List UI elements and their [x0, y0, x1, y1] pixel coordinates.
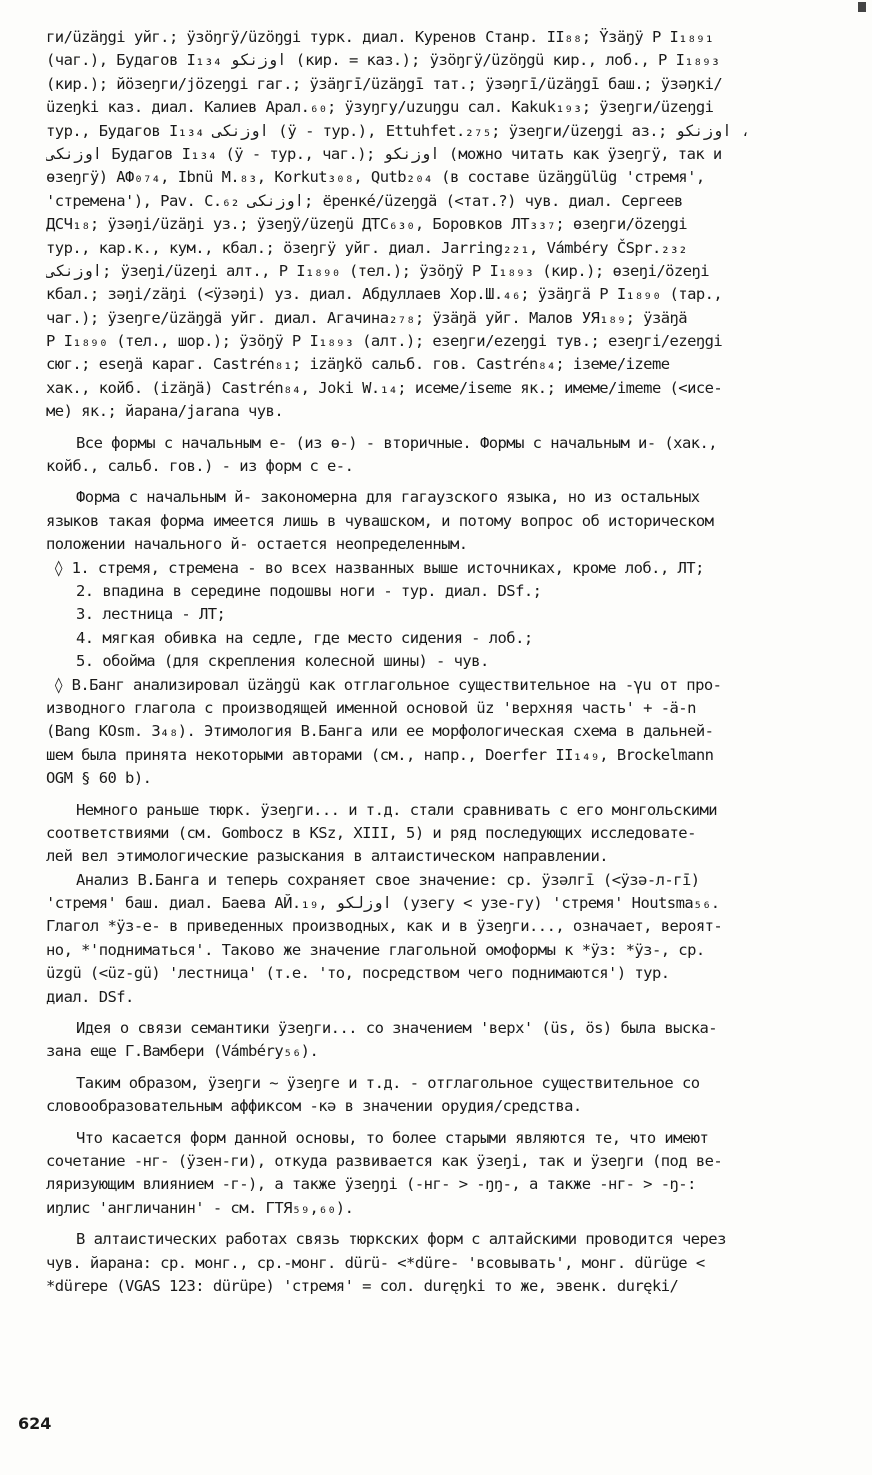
text-line: Немного раньше тюрк. ÿзеŋги... и т.д. стали сравнивать с его монгольскими	[76, 800, 718, 819]
text-line: тур., кар.к., кум., кбал.; ӧзеŋгӱ уйг. диал. Jarring₂₂₁, Vámbéry ČSpr.₂₃₂	[46, 238, 688, 257]
list-item: 3. лестница - ЛТ;	[76, 605, 226, 624]
text-line: словообразовательным аффиксом -кә в значении орудия/средства.	[46, 1097, 582, 1116]
paragraph-analysis-value	[46, 869, 868, 1009]
text-line: языков такая форма имеется лишь в чувашском, и потому вопрос об историческом	[46, 511, 714, 530]
text-line: Анализ В.Банга и теперь сохраняет свое значение: ср. ÿзəлгī (<ÿзə-л-гī)	[76, 870, 700, 889]
paragraph-vambery	[46, 1017, 868, 1064]
forms-block	[46, 26, 868, 424]
text-line: Р I₁₈₉₀ (тел., шор.); ÿзӧŋÿ Р I₁₈₉₃ (алт.); езеŋги/ezeŋgi тув.; езеŋгі/ezeŋgi	[46, 332, 723, 351]
document-page	[46, 26, 868, 1298]
text-line: 'стремя' баш. диал. Баева АЙ.₁₉, اوزلكو (узегу < узе-гу) 'стремя' Houtsma₅₆.	[46, 894, 720, 913]
text-line: койб., сальб. гов.) - из форм с е-.	[46, 457, 354, 476]
text-line: *dürepe (VGAS 123: dürüpe) 'стремя' = сол. duręŋki то же, эвенк. duręki/	[46, 1276, 679, 1295]
text-line: ДСЧ₁₈; ÿзəŋі/üzäŋi уз.; ÿзеŋÿ/üzeŋü ДТС₆₃₀, Боровков ЛТ₃₃₇; өзеŋги/özeŋgi	[46, 215, 688, 234]
list-item: ◊ 1. стремя, стремена - во всех названных выше источниках, кроме лоб., ЛТ;	[54, 558, 704, 577]
text-line: чув. йарана: ср. монг., ср.-монг. dürü- <*düre- 'всовывать', монг. dürüge <	[46, 1253, 705, 1272]
paragraph-conclusion	[46, 1072, 868, 1119]
text-line: (кир.); йӧзеŋги/jözeŋgi гаг.; ÿзäŋгī/üzäŋgī тат.; ÿзəŋгī/üzäŋgī баш.; ÿзəŋкі/	[46, 74, 723, 93]
text-line: өзеŋгÿ) АФ₀₇₄, Ibnü M.₈₃, Korkut₃₀₈, Qutb₂₀₄ (в составе üzäŋgülüg 'стремя',	[46, 168, 705, 187]
text-line: чаг.); ÿзеŋге/üzäŋgä уйг. диал. Агачина₂₇₈; ÿзäŋä уйг. Малов УЯ₁₈₉; ÿзäŋä	[46, 308, 688, 327]
text-line: Форма с начальным й- закономерна для гагаузского языка, но из остальных	[76, 488, 700, 507]
text-line: ◊ В.Банг анализировал üzäŋgü как отглагольное существительное на -γu от про-	[54, 675, 722, 694]
list-item: 2. впадина в середине подошвы ноги - тур. диал. DSf.;	[76, 581, 542, 600]
text-line: хак., койб. (izäŋä) Castrén₈₄, Joki W.₁₄; исеме/iseme як.; имеме/imeme (<исе-	[46, 378, 723, 397]
text-line: лей вел этимологические разыскания в алтаистическом направлении.	[46, 847, 609, 866]
text-line: шем была принята некоторыми авторами (см., напр., Doerfer II₁₄₉, Brockelmann	[46, 745, 714, 764]
text-line: тур., Будагов I₁₃₄ اوزنكى (ÿ - тур.), Ettuhfet.₂₇₅; ÿзеŋги/üzeŋgi аз.; اوزنكو ،	[46, 121, 751, 140]
text-line: ляризующим влиянием -г-), а также ÿзеŋŋі (-нг- > -ŋŋ-, а также -нг- > -ŋ-:	[46, 1175, 696, 1194]
text-line: сюг.; eseŋä караг. Castrén₈₁; izäŋkö сальб. гов. Castrén₈₄; іземе/izeme	[46, 355, 670, 374]
paragraph-bang-analysis	[46, 674, 868, 791]
text-line: но, *'подниматься'. Таково же значение глагольной омоформы к *ÿз: *ÿз-, ср.	[46, 940, 705, 959]
paragraph-altaic-works	[46, 1228, 868, 1298]
text-line: üzgü (<üz-gü) 'лестница' (т.е. 'то, посредством чего поднимаются') тур.	[46, 964, 670, 983]
text-line: кбал.; зəŋі/zäŋi (<ÿзəŋі) уз. диал. Абдуллаев Хор.Ш.₄₆; ÿзäŋгä Р I₁₈₉₀ (тар.,	[46, 285, 723, 304]
text-line: ме) як.; йарана/jarana чув.	[46, 402, 284, 421]
text-line: (чаг.), Будагов I₁₃₄ اوزنكو (кир. = каз.); ÿзӧŋгÿ/üzöŋgü кир., лоб., Р I₁₈₉₃	[46, 51, 720, 70]
text-line: اوزنكى Будагов I₁₃₄ (ÿ - тур., чаг.); اوزنكو (можно читать как ÿзеŋгÿ, так и	[46, 144, 722, 163]
text-line: Идея о связи семантики ÿзеŋги... со значением 'верх' (üs, ös) была выска-	[76, 1019, 718, 1038]
text-line: Все формы с начальным е- (из ө-) - вторичные. Формы с начальным и- (хак.,	[76, 433, 718, 452]
text-line: ги/üzäŋgi уйг.; ÿзӧŋгÿ/üzöŋgi турк. диал. Куренов Станр. II₈₈; Ÿзäŋÿ Р I₁₈₉₁	[46, 28, 714, 46]
paragraph-initial-j	[46, 486, 868, 556]
text-line: диал. DSf.	[46, 987, 134, 1006]
text-line: OGM § 60 b).	[46, 769, 152, 788]
text-line: 'стремена'), Pav. C.₆₂ اوزنكى; ёренкé/üzeŋgä (<тат.?) чув. диал. Сергеев	[46, 191, 683, 210]
page-number: 624	[18, 1414, 52, 1433]
text-line: зана еще Г.Вамбери (Vámbéry₅₆).	[46, 1042, 319, 1061]
text-line: соответствиями (см. Gombocz в KSz, XIII, 5) и ряд последующих исследовате-	[46, 823, 696, 842]
text-line: положении начального й- остается неопределенным.	[46, 535, 468, 554]
text-line: Глагол *ÿз-е- в приведенных производных, как и в ÿзеŋги..., означает, вероят-	[46, 917, 723, 936]
paragraph-secondary-forms	[46, 432, 868, 479]
text-line: иŋлис 'англичанин' - см. ГТЯ₅₉,₆₀).	[46, 1198, 354, 1217]
corner-mark	[858, 2, 866, 12]
meanings-list	[46, 557, 868, 674]
text-line: Таким образом, ÿзеŋги ~ ÿзеŋге и т.д. - отглагольное существительное со	[76, 1073, 700, 1092]
paragraph-older-forms	[46, 1127, 868, 1221]
text-line: Что касается форм данной основы, то более старыми являются те, что имеют	[76, 1128, 709, 1147]
text-line: В алтаистических работах связь тюркских форм с алтайскими проводится через	[76, 1230, 726, 1249]
list-item: 5. обойма (для скрепления колесной шины) - чув.	[76, 652, 489, 671]
text-line: сочетание -нг- (ÿзен-ги), откуда развивается как ÿзеŋі, так и ÿзеŋги (под ве-	[46, 1151, 723, 1170]
list-item: 4. мягкая обивка на седле, где место сидения - лоб.;	[76, 628, 533, 647]
text-line: üzeŋki каз. диал. Калиев Арал.₆₀; ÿзуŋгу/uzuŋgu сал. Kakuk₁₉₃; ÿзеŋги/üzeŋgi	[46, 98, 714, 117]
text-line: изводного глагола с производящей именной основой üz 'верхняя часть' + -ä-n	[46, 698, 696, 717]
text-line: اوزنكى; ÿзеŋі/üzeŋi алт., Р I₁₈₉₀ (тел.); ÿзӧŋÿ Р I₁₈₉₃ (кир.); өзеŋі/özeŋi	[46, 261, 710, 280]
paragraph-mongolian-comparison	[46, 799, 868, 869]
text-line: (Bang KOsm. 3₄₈). Этимология В.Банга или ее морфологическая схема в дальней-	[46, 722, 714, 741]
